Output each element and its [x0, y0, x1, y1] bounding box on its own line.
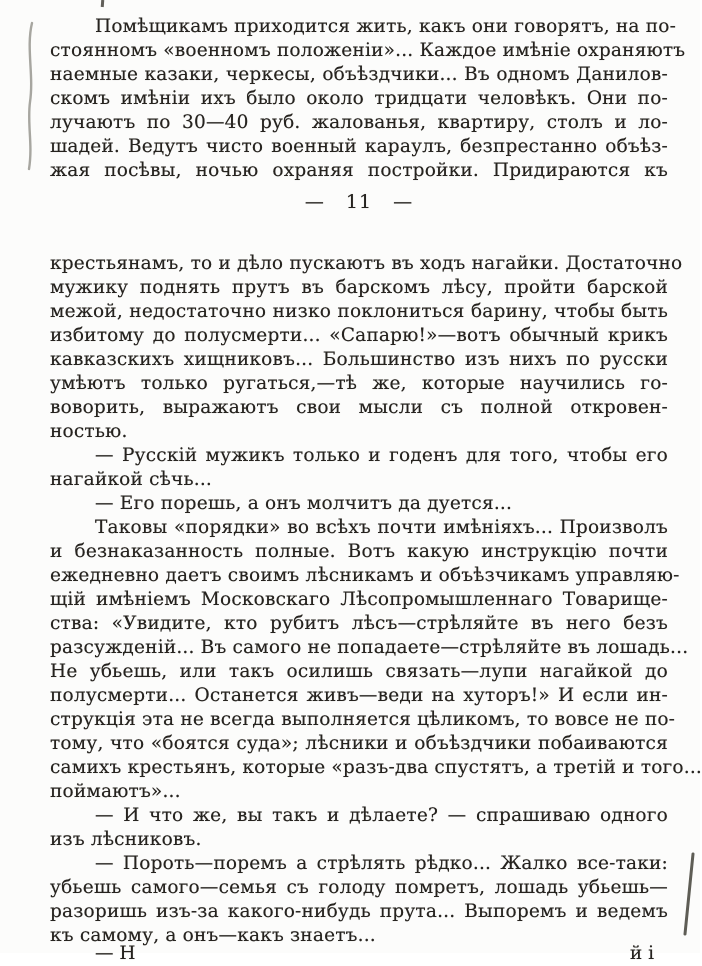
- text-line: къ самому, а онъ—какъ знаетъ...: [50, 925, 376, 946]
- text-line: самихъ крестьянъ, которые «разъ-два спустятъ, а третій и того...: [50, 757, 702, 778]
- text-line: стоянномъ «военномъ положеніи»... Каждое имѣніе охраняютъ: [50, 40, 686, 61]
- text-line: Помѣщикамъ приходится жить, какъ они говорятъ, на по-: [95, 16, 677, 37]
- paragraph: [50, 804, 668, 852]
- text-line: ства: «Увидите, кто рубитъ лѣсъ—стрѣляйте въ него безъ: [50, 613, 668, 634]
- text-line: крестьянамъ, то и дѣло пускаютъ въ ходъ нагайки. Достаточно: [50, 253, 683, 274]
- text-line: ностью.: [50, 421, 128, 442]
- text-line: — Пороть—поремъ а стрѣлять рѣдко... Жалко все-таки:: [95, 853, 668, 874]
- text-line: мужику поднять прутъ въ барскомъ лѣсу, пройти барской: [50, 277, 668, 298]
- text-line: щій имѣніемъ Московскаго Лѣсопромышленнаго Товарище-: [50, 589, 668, 610]
- text-line: избитому до полусмерти... «Сапарю!»—вотъ обычный крикъ: [50, 325, 668, 346]
- text-line: жая посѣвы, ночью охраняя постройки. Придираются къ: [50, 160, 668, 181]
- text-line: ежедневно даетъ своимъ лѣсникамъ и объѣзчикамъ управляю-: [50, 565, 680, 586]
- left-margin-pencil-mark: [24, 20, 38, 172]
- text-line: — Русскій мужикъ только и годенъ для того, чтобы его: [95, 445, 668, 466]
- text-line: полусмерти... Останется живъ—веди на хуторъ!» И если ин-: [50, 685, 668, 706]
- text-line: — Его порешь, а онъ молчитъ да дуется...: [95, 493, 513, 514]
- paragraph: [50, 492, 668, 516]
- text-line: Таковы «порядки» во всѣхъ почти имѣніяхъ... Произволъ: [95, 517, 668, 538]
- text-line: нагайкой сѣчь...: [50, 469, 212, 490]
- text-line: воворить, выражаютъ свои мысли съ полной откровен-: [50, 397, 668, 418]
- text-line: скомъ имѣніи ихъ было около тридцати человѣкъ. Они по-: [50, 88, 668, 109]
- paragraph: [50, 444, 668, 492]
- text-line: изъ лѣсниковъ.: [50, 829, 202, 850]
- text-line: умѣютъ только ругаться,—тѣ же, которые научились го-: [50, 373, 668, 394]
- text-line: Не убьешь, или такъ осилишь связать—лупи нагайкой до: [50, 661, 668, 682]
- text-line: струкція эта не всегда выполняется цѣликомъ, то вовсе не по-: [50, 709, 676, 730]
- text-line: межой, недостаточно низко поклониться барину, чтобы быть: [50, 301, 668, 322]
- text-line: и безнаказанность полные. Вотъ какую инструкцію почти: [50, 541, 668, 562]
- text-line: лучаютъ по 30—40 руб. жалованья, квартиру, столъ и ло-: [50, 112, 668, 133]
- text-line: разсужденій... Въ самого не попадаете—стрѣляйте въ лошадь...: [50, 637, 689, 658]
- text-line: шадей. Ведутъ чисто военный караулъ, безпрестанно объѣз-: [50, 136, 668, 157]
- previous-page-paragraph: [50, 15, 686, 183]
- paragraph: [50, 252, 683, 444]
- paragraph: [50, 852, 668, 948]
- right-margin-ink-mark: [679, 852, 697, 936]
- text-line: поймаютъ»...: [50, 781, 181, 802]
- clipped-line-left-fragment: — Н: [95, 943, 136, 964]
- text-line: разоришь изъ-за какого-нибудь прута... Выпоремъ и ведемъ: [50, 901, 668, 922]
- clipped-line-right-fragment: й і: [629, 943, 654, 964]
- text-line: убьешь самого—семья съ голоду помретъ, лошадь убьешь—: [50, 877, 668, 898]
- page-number: — 11 —: [304, 191, 414, 213]
- text-line: наемные казаки, черкесы, объѣздчики... Въ одномъ Данилов-: [50, 64, 668, 85]
- text-line: тому, что «боятся суда»; лѣсники и объѣздчики побаиваются: [50, 733, 668, 754]
- text-line: кавказскихъ хищниковъ... Большинство изъ нихъ по русски: [50, 349, 668, 370]
- page-body-text: [50, 252, 702, 948]
- text-column: [50, 0, 702, 964]
- text-line: — И что же, вы такъ и дѣлаете? — спрашиваю одного: [95, 805, 668, 826]
- paragraph: [50, 516, 702, 804]
